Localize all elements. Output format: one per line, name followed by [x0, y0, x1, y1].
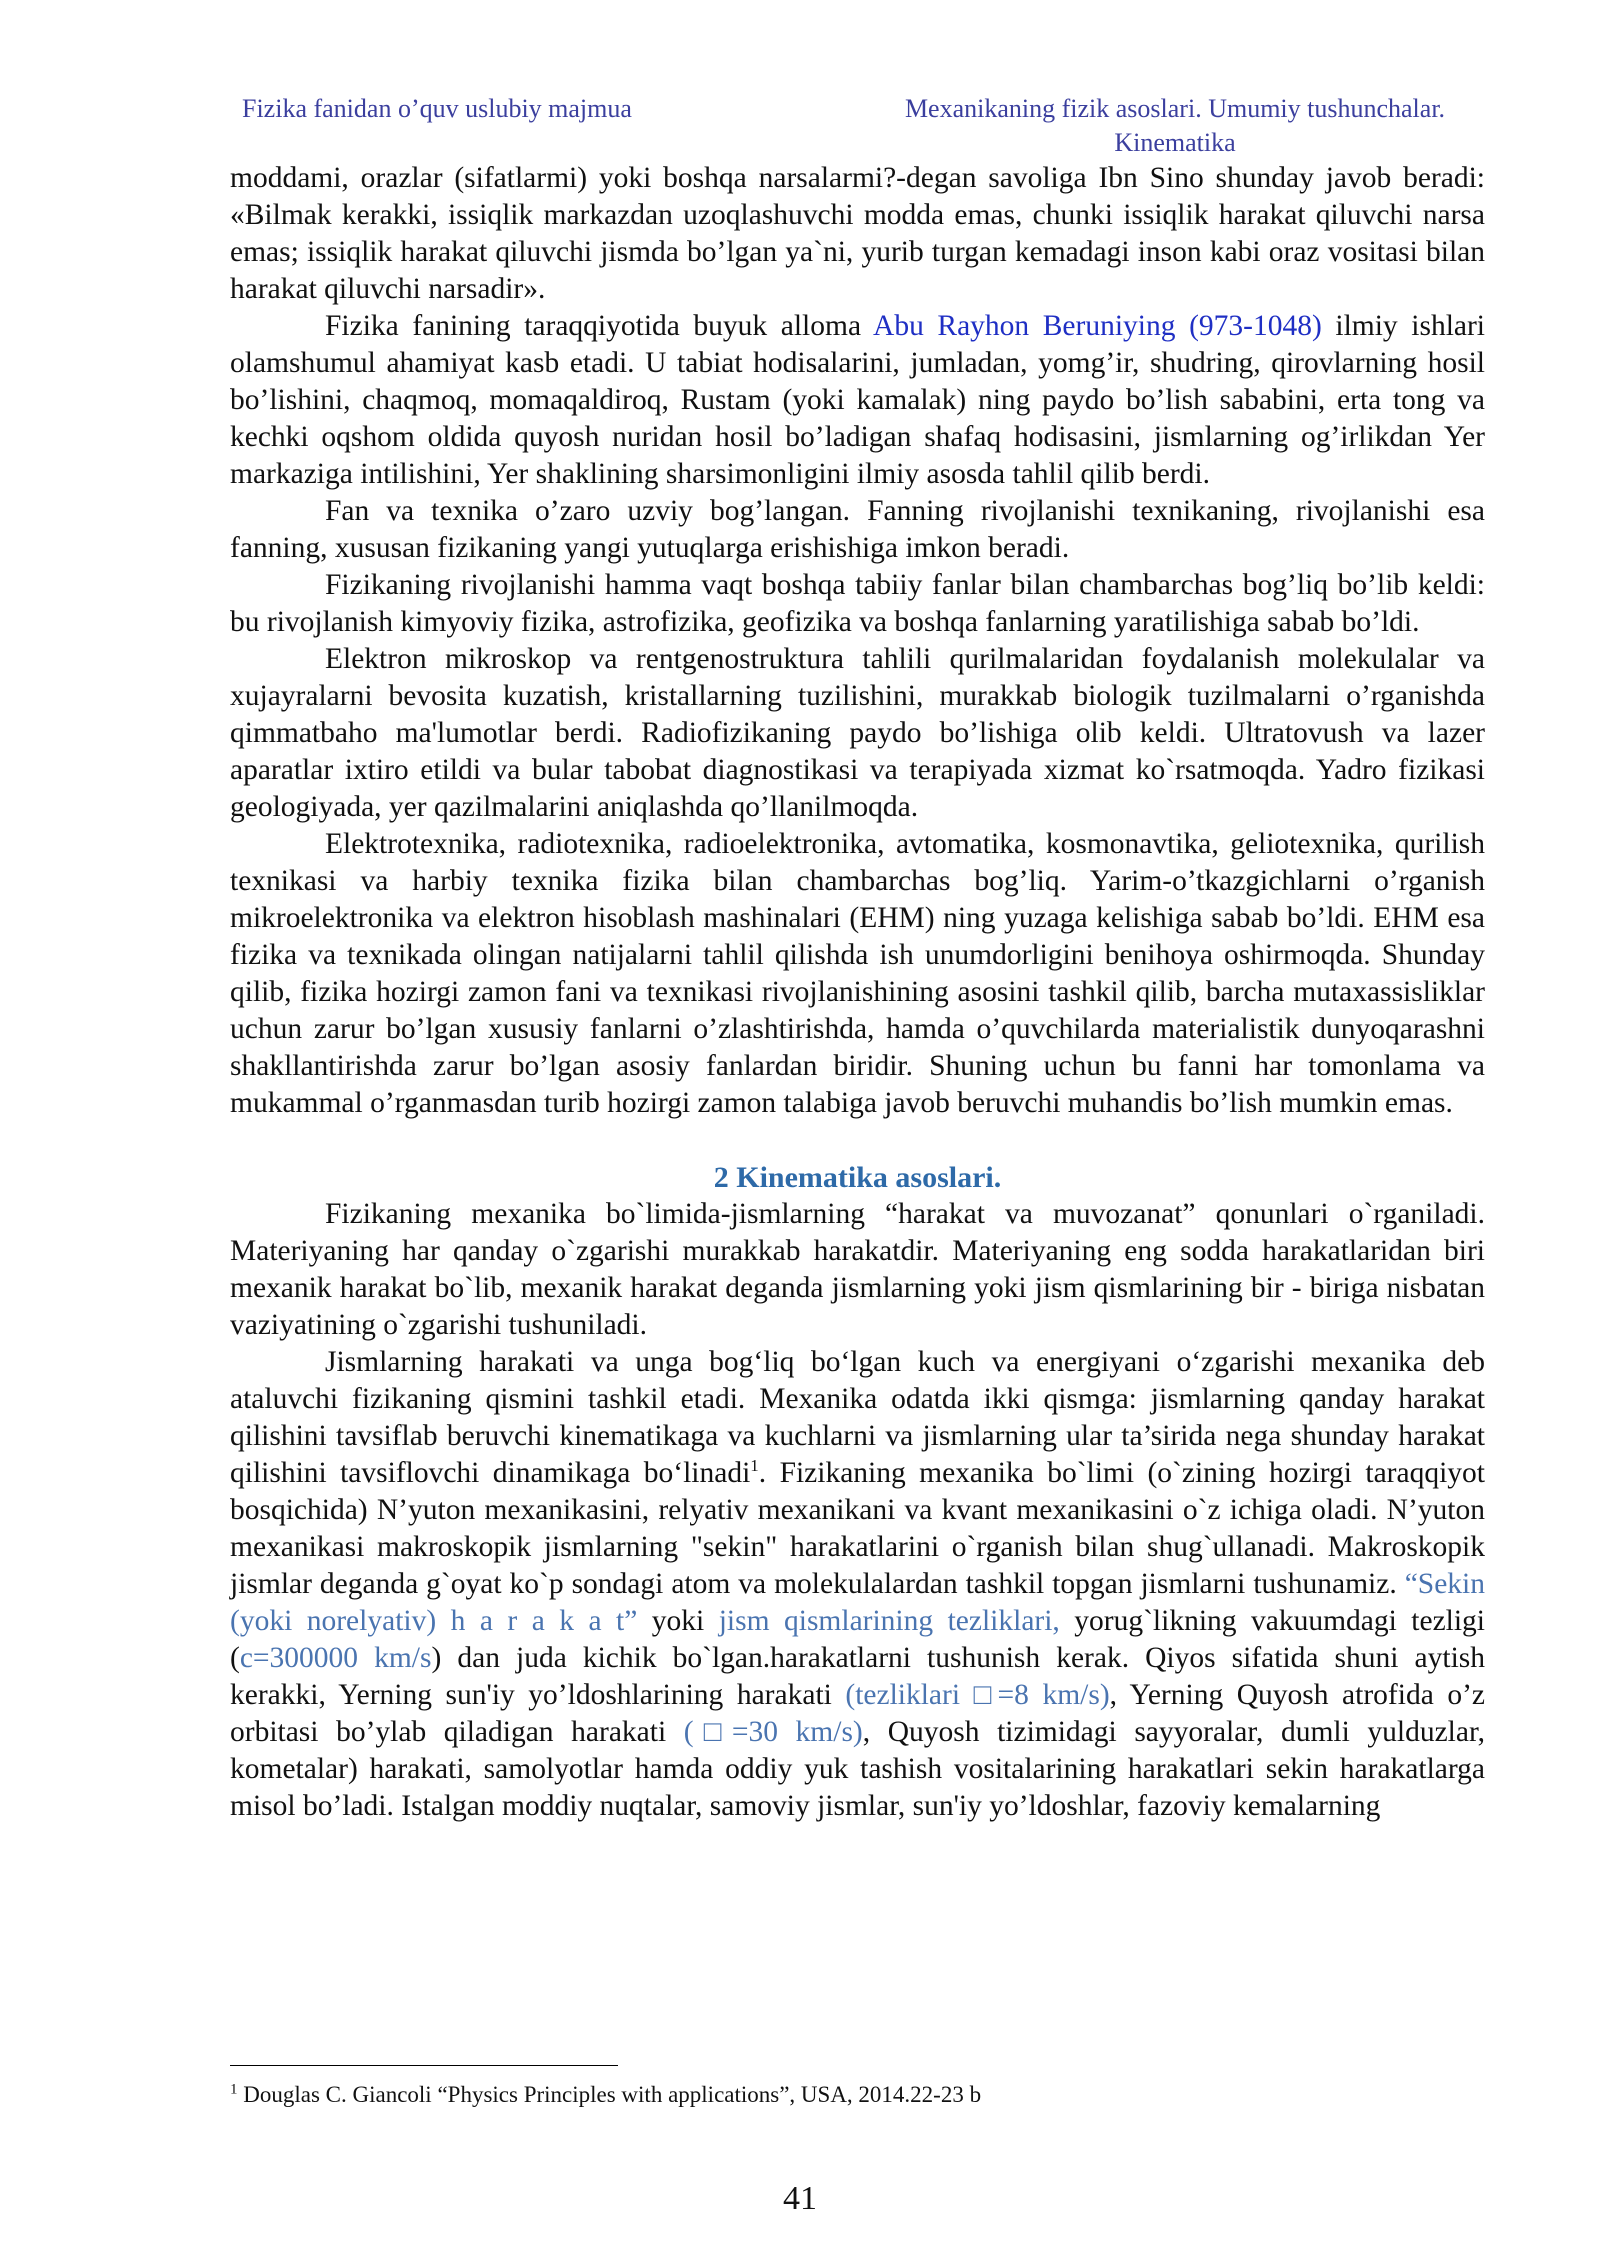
paragraph-2: Fizika fanining taraqqiyotida buyuk alloma Abu Rayhon Beruniying (973-1048) ilmiy ishlari olamshumul ahamiyat kasb etadi. U tabiat hodisalarini, jumladan, yomg’ir, shudring, qirovlarning hosil bo’lishini, chaqmoq, momaqaldiroq, Rustam (yoki kamalak) ning paydo bo’lish sababini, erta tong va kechki oqshom oldida quyosh nuridan hosil bo’ladigan shafaq hodisasini, jismlarning og’irlikdan Yer markaziga intilishini, Yer shaklining sharsimonligini ilmiy asosda tahlil qilib berdi. [230, 310, 1486, 490]
section-heading: 2 Kinematika asoslari. [713, 1161, 1002, 1194]
paragraph-7: Fizikaning mexanika bo`limida-jismlarning “harakat va muvozanat” qonunlari o`rganiladi. Materiyaning har qanday o`zgarishi murakkab harakatdir. Materiyaning eng sodda harakatlaridan biri mexanik harakat bo`lib, mexanik harakat deganda jismlarning yoki jism qismlarining bir - biriga nisbatan vaziyatining o`zgarishi tushuniladi. [230, 1198, 1485, 1341]
header-left: Fizika fanidan o’quv uslubiy majmua [242, 94, 632, 123]
body-text [230, 160, 1485, 1825]
highlight-beruniy: Abu Rayhon Beruniying (973-1048) [873, 310, 1322, 342]
paragraph-1: moddami, orazlar (sifatlarmi) yoki boshqa narsalarmi?-degan savoliga Ibn Sino shunday javob beradi: «Bilmak kerakki, issiqlik markazdan uzoqlashuvchi modda emas, chunki issiqlik harakat qiluvchi narsa emas; issiqlik harakat qiluvchi jismda bo’lgan ya`ni, yurib turgan kemadagi inson kabi oraz vositasi bilan harakat qiluvchi narsadir». [230, 162, 1485, 305]
footnote-reference[interactable]: 1 [750, 1456, 759, 1476]
page-number: 41 [783, 2180, 817, 2217]
footnote-separator [230, 2065, 618, 2066]
paragraph-4: Fizikaning rivojlanishi hamma vaqt boshqa tabiiy fanlar bilan chambarchas bog’liq bo’lib keldi: bu rivojlanish kimyoviy fizika, astrofizika, geofizika va boshqa fanlarning yaratilishiga sabab bo’ldi. [230, 569, 1485, 638]
footnote-mark: 1 [230, 2081, 238, 2098]
header-right-line2: Kinematika [1114, 128, 1236, 157]
running-header [230, 92, 1485, 160]
paragraph-3: Fan va texnika o’zaro uzviy bog’langan. Fanning rivojlanishi texnikaning, rivojlanishi esa fanning, xususan fizikaning yangi yutuqlarga erishishiga imkon beradi. [230, 495, 1485, 564]
highlight-light-speed: c=300000 km/s [239, 1642, 432, 1674]
highlight-earth-speed: (□=30 km/s) [683, 1716, 863, 1748]
footnote-text: Douglas C. Giancoli “Physics Principles with applications”, USA, 2014.22-23 b [237, 2082, 982, 2107]
highlight-sekin-harakat: “Sekin (yoki norelyativ) h a r a k a t” [230, 1568, 1485, 1637]
highlight-satellite-speed: (tezliklari □=8 km/s) [845, 1679, 1110, 1711]
paragraph-6: Elektrotexnika, radiotexnika, radioelektronika, avtomatika, kosmonavtika, geliotexnika, qurilish texnikasi va harbiy texnika fizika bilan chambarchas bog’liq. Yarim-o’tkazgichlarni o’rganish mikroelektronika va elektron hisoblash mashinalari (EHM) ning yuzaga kelishiga sabab bo’ldi. EHM esa fizika va texnikada olingan natijalarni tahlil qilishda ish unumdorligini benihoya oshirmoqda. Shunday qilib, fizika hozirgi zamon fani va texnikasi rivojlanishining asosini tashkil qilib, barcha mutaxassisliklar uchun zarur bo’lgan xususiy fanlarni o’zlashtirishda, hamda o’quvchilarda materialistik dunyoqarashni shakllantirishda zarur bo’lgan asosiy fanlardan biridir. Shuning uchun bu fanni har tomonlama va mukammal o’rganmasdan turib hozirgi zamon talabiga javob beruvchi muhandis bo’lish mumkin emas. [230, 828, 1485, 1119]
header-right [865, 92, 1485, 160]
highlight-tezliklar: jism qismlarining tezliklari, [718, 1605, 1060, 1637]
header-right-line1: Mexanikaning fizik asoslari. Umumiy tushunchalar. [904, 94, 1446, 123]
footnote [230, 2080, 981, 2110]
paragraph-5: Elektron mikroskop va rentgenostruktura tahlili qurilmalaridan foydalanish molekulalar va xujayralarni bevosita kuzatish, kristallarning tuzilishini, murakkab biologik tuzilmalarni o’rganishda qimmatbaho ma'lumotlar berdi. Radiofizikaning paydo bo’lishiga olib keldi. Ultratovush va lazer aparatlar ixtiro etildi va bular tabobat diagnostikasi va terapiyada xizmat ko`rsatmoqda. Yadro fizikasi geologiyada, yer qazilmalarini aniqlashda qo’llanilmoqda. [230, 643, 1485, 823]
page-content [230, 92, 1485, 1825]
paragraph-8: Jismlarning harakati va unga bog‘liq bo‘lgan kuch va energiyani o‘zgarishi mexanika deb ataluvchi fizikaning qismini tashkil etadi. Mexanika odatda ikki qismga: jismlarning qanday harakat qilishini tavsiflab beruvchi kinematikaga va kuchlarni va jismlarning ular ta’sirida nega shunday harakat qilishini tavsiflovchi dinamikaga bo‘linadi$^1$. Fizikaning mexanika bo`limi (o`zining hozirgi taraqqiyot bosqichida) N’yuton mexanikasini, relyativ mexanikani va kvant mexanikasini o`z ichiga oladi. N’yuton mexanikasi makroskopik jismlarning "sekin" harakatlarini o`rganish bilan shug`ullanadi. Makroskopik jismlar deganda g`oyat ko`p sondagi atom va molekulalardan tashkil topgan jismlarni tushunamiz. “Sekin (yoki norelyativ) h a r a k a t” yoki jism qismlarining tezliklari, yorug`likning vakuumdagi tezligi (c=300000 km/s) dan juda kichik bo`lgan.harakatlarni tushunish kerak. Qiyos sifatida shuni aytish kerakki, Yerning sun'iy yo’ldoshlarining harakati (tezliklari □=8 km/s), Yerning Quyosh atrofida o’z orbitasi bo’ylab qiladigan harakati (□=30 km/s), Quyosh tizimidagi sayyoralar, dumli yulduzlar, kometalar) harakati, samolyotlar hamda oddiy yuk tashish vositalarining harakatlari sekin harakatlarga misol bo’ladi. Istalgan moddiy nuqtalar, samoviy jismlar, sun'iy yo’ldoshlar, fazoviy kemalarning [230, 1346, 1485, 1822]
